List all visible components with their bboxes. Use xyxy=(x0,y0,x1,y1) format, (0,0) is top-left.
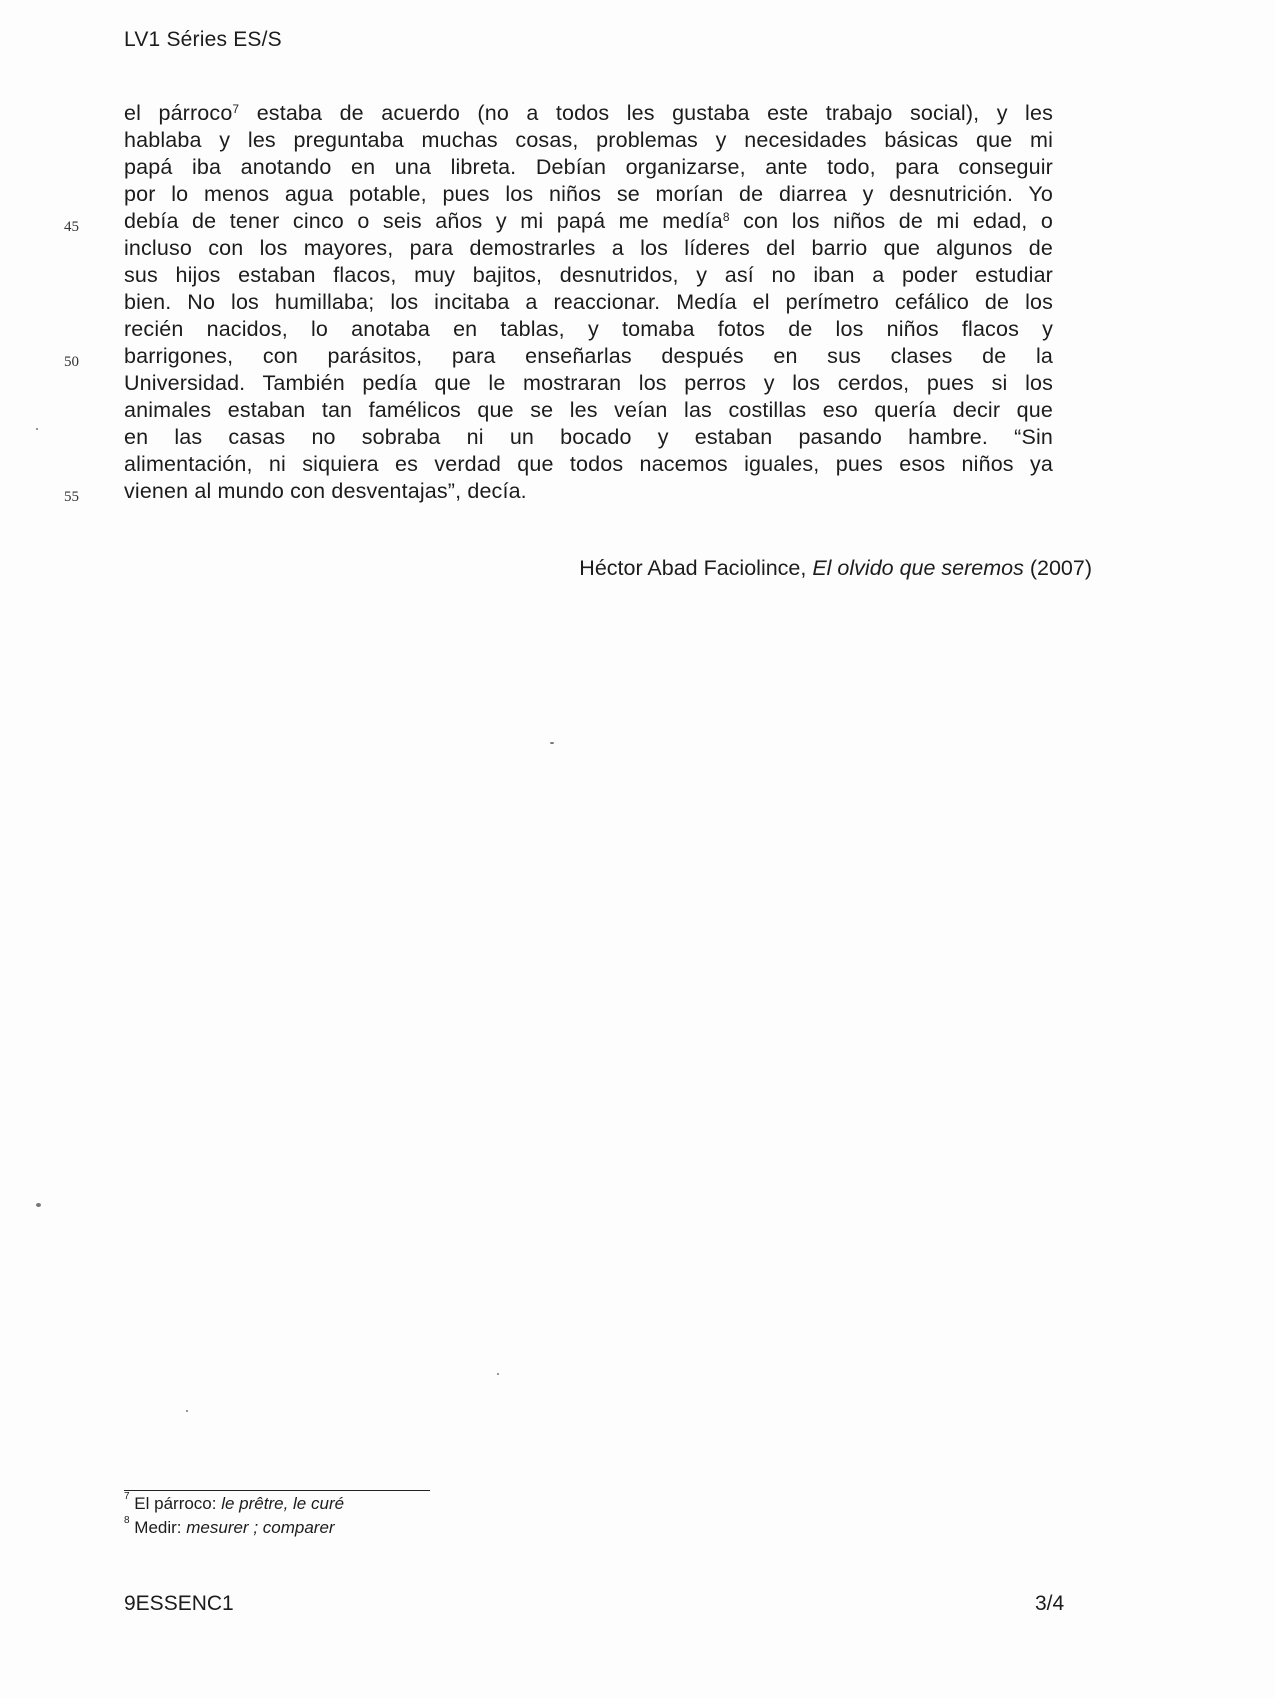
work-title: El olvido que seremos xyxy=(812,556,1024,580)
passage-line: hablaba y les preguntaba muchas cosas, problemas y necesidades básicas que mi xyxy=(124,128,1053,152)
scan-speck xyxy=(36,428,38,430)
passage-line: bien. No los humillaba; los incitaba a reaccionar. Medía el perímetro cefálico de los xyxy=(124,290,1053,314)
footnote-ref: 8 xyxy=(722,210,730,224)
passage-line: animales estaban tan famélicos que se les veían las costillas eso quería decir que xyxy=(124,398,1053,422)
passage-line: por lo menos agua potable, pues los niños se morían de diarrea y desnutrición. Yo xyxy=(124,182,1053,206)
passage-line: barrigones, con parásitos, para enseñarlas después en sus clases de la xyxy=(124,344,1053,368)
exam-code: 9ESSENC1 xyxy=(124,1592,234,1615)
scan-speck xyxy=(497,1373,499,1375)
passage-line: papá iba anotando en una libreta. Debían organizarse, ante todo, para conseguir xyxy=(124,155,1053,179)
line-number: 45 xyxy=(64,219,79,235)
page-number: 3/4 xyxy=(1035,1592,1065,1615)
passage-line: el párroco$^7$ estaba de acuerdo (no a todos les gustaba este trabajo social), y les xyxy=(124,101,1053,125)
page-header: LV1 Séries ES/S xyxy=(124,28,282,51)
passage-line: vienen al mundo con desventajas”, decía. xyxy=(124,479,527,503)
footnote-ref: 7 xyxy=(232,102,240,116)
passage-line: en las casas no sobraba ni un bocado y estaban pasando hambre. “Sin xyxy=(124,425,1053,449)
passage-line: debía de tener cinco o seis años y mi papá me medía$^8$ con los niños de mi edad, o xyxy=(124,209,1053,233)
source-attribution: Héctor Abad Faciolince, El olvido que seremos (2007) xyxy=(579,556,1092,580)
footnote-divider xyxy=(124,1490,430,1491)
passage-line: sus hijos estaban flacos, muy bajitos, desnutridos, y así no iban a poder estudiar xyxy=(124,263,1053,287)
scan-speck xyxy=(36,1203,41,1207)
passage-line: incluso con los mayores, para demostrarles a los líderes del barrio que algunos de xyxy=(124,236,1053,260)
scan-speck xyxy=(186,1410,188,1412)
passage-line: alimentación, ni siquiera es verdad que todos nacemos iguales, pues esos niños ya xyxy=(124,452,1053,476)
line-number: 55 xyxy=(64,489,79,505)
footnote: $^8$ Medir: mesurer ; comparer xyxy=(124,1515,335,1537)
passage-line: recién nacidos, lo anotaba en tablas, y tomaba fotos de los niños flacos y xyxy=(124,317,1053,341)
scan-speck xyxy=(550,742,554,744)
passage-line: Universidad. También pedía que le mostraran los perros y los cerdos, pues si los xyxy=(124,371,1053,395)
line-number: 50 xyxy=(64,354,79,370)
footnote: $^7$ El párroco: le prêtre, le curé xyxy=(124,1491,345,1513)
